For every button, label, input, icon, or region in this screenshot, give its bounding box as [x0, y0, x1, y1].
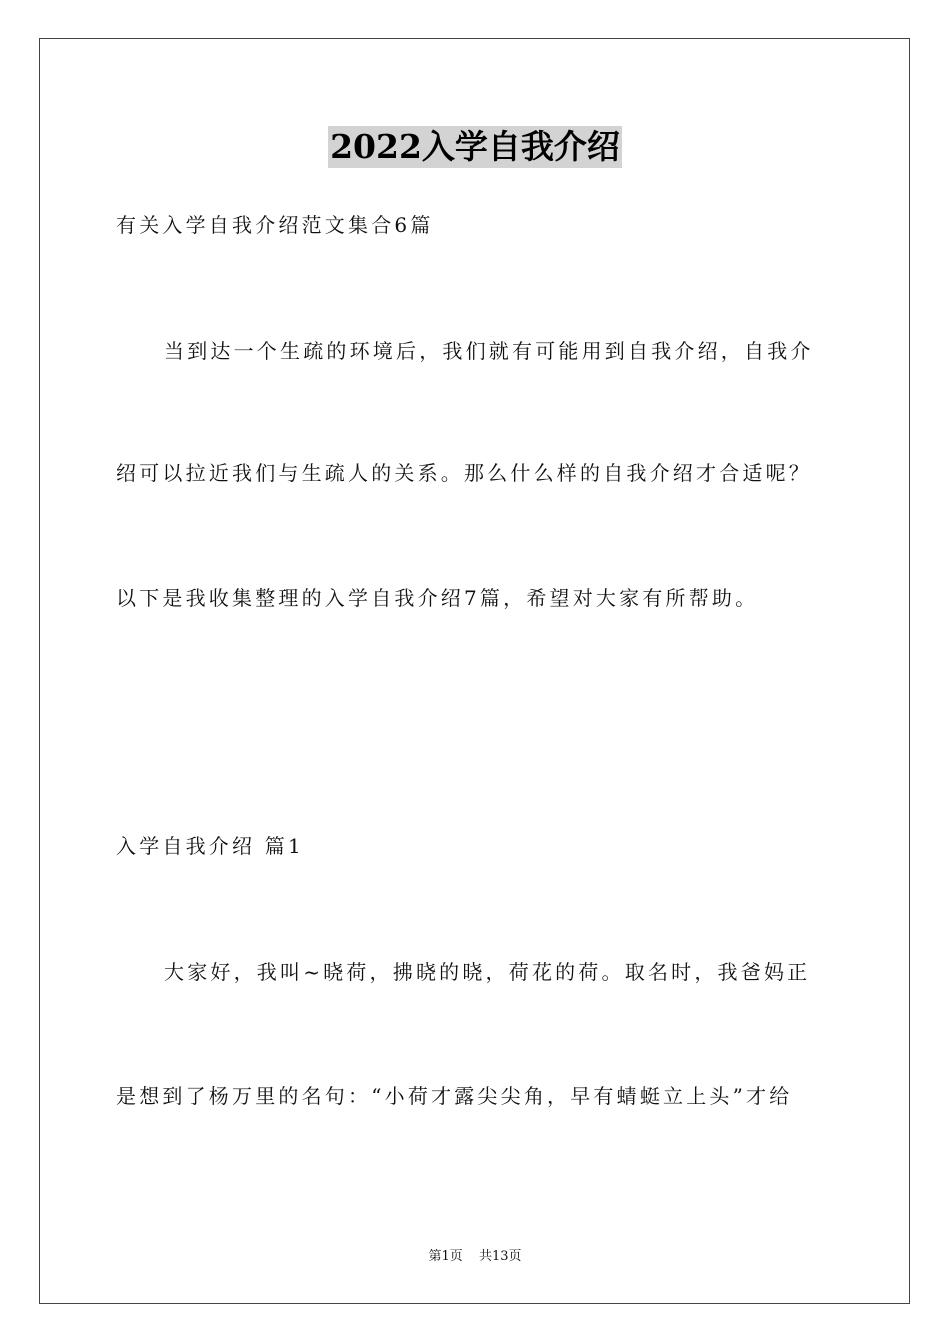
- paragraph-line: 以下是我收集整理的入学自我介绍7篇，希望对大家有所帮助。: [116, 586, 759, 610]
- section-line: 是想到了杨万里的名句：“小荷才露尖尖角，早有蜻蜓立上头”才给: [116, 1084, 793, 1108]
- document-subtitle: 有关入学自我介绍范文集合6篇: [116, 213, 434, 237]
- title-container: [0, 126, 950, 168]
- page-total: 共13页: [478, 1249, 522, 1264]
- page-footer: [0, 1248, 950, 1266]
- section-heading: 入学自我介绍 篇1: [116, 834, 304, 858]
- paragraph-line: 绍可以拉近我们与生疏人的关系。那么什么样的自我介绍才合适呢？: [116, 461, 812, 485]
- section-line: 大家好，我叫~晓荷，拂晓的晓，荷花的荷。取名时，我爸妈正: [164, 960, 811, 984]
- paragraph-line: 当到达一个生疏的环境后，我们就有可能用到自我介绍，自我介: [164, 339, 814, 363]
- document-title: 2022入学自我介绍: [330, 127, 620, 166]
- page-number: 第1页: [428, 1249, 463, 1264]
